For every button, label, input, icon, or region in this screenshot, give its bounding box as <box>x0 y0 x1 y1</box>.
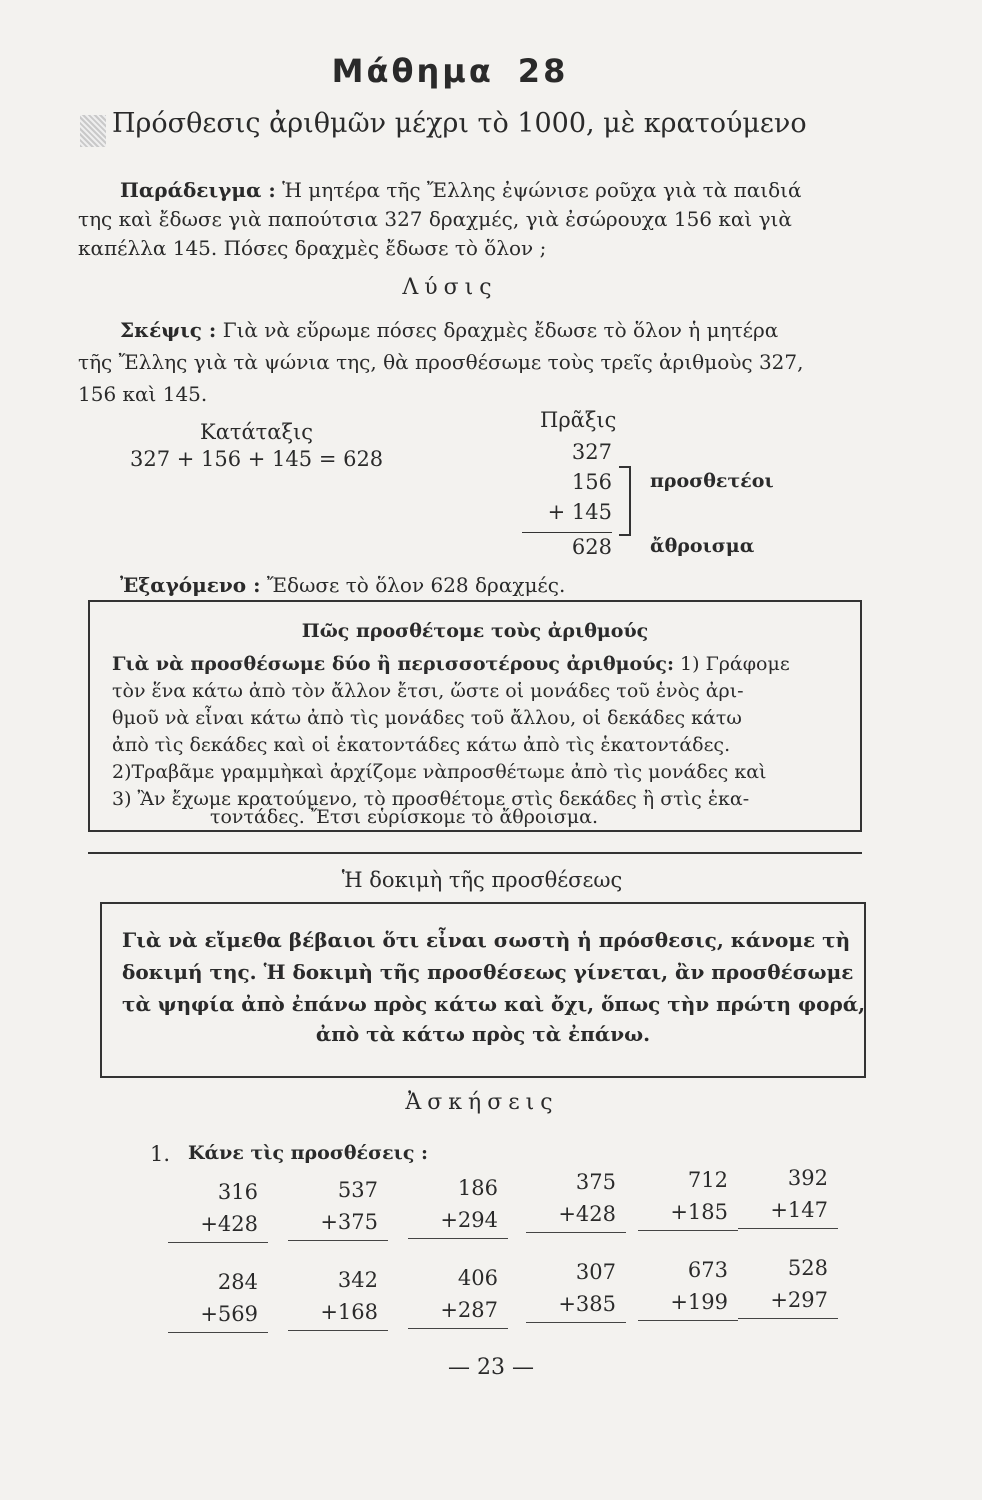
addend-3: + 145 <box>547 500 612 524</box>
exercise-instruction: Κάνε τὶς προσθέσεις : <box>188 1142 429 1164</box>
exercise-line <box>168 1332 268 1333</box>
arrangement-expression: 327 + 156 + 145 = 628 <box>130 447 384 471</box>
example-line-3: καπέλλα 145. Πόσες δραχμὲς ἔδωσε τὸ ὅλον ; <box>78 236 547 260</box>
exercise-bottom: +428 <box>200 1212 258 1236</box>
thought-line-3: 156 καὶ 145. <box>78 382 208 406</box>
rule-line-7: τοντάδες. Ἔτσι εὑρίσκομε τὸ ἄθροισμα. <box>209 806 598 828</box>
rule-line-6: 3) Ἂν ἔχωμε κρατούμενο, τὸ προσθέτομε στὶς δεκάδες ἢ στὶς ἑκα- <box>112 788 750 810</box>
exercise-top: 307 <box>575 1260 616 1284</box>
exercise-number: 1. <box>150 1142 171 1166</box>
rule-line-5: 2)Τραβᾶμε γραμμὴκαὶ ἀρχίζομε νὰπροσθέτωμε ἀπὸ τὶς μονάδες καὶ <box>112 761 767 783</box>
test-line-3: τὰ ψηφία ἀπὸ ἐπάνω πρὸς κάτω καὶ ὄχι, ὅπως τὴν πρώτη φορά, <box>122 992 866 1016</box>
exercise-line <box>288 1240 388 1241</box>
exercise-line <box>738 1228 838 1229</box>
result-label: Ἐξαγόμενο : <box>120 573 261 597</box>
exercise-row-1 <box>168 1166 838 1266</box>
print-mark <box>80 115 106 147</box>
test-line-1: Γιὰ νὰ εἴμεθα βέβαιοι ὅτι εἶναι σωστὴ ἡ πρόσθεσις, κάνομε τὴ <box>122 928 851 952</box>
addends-brace <box>619 466 631 536</box>
test-heading: Ἡ δοκιμὴ τῆς προσθέσεως <box>341 868 623 892</box>
thought-text-1: Γιὰ νὰ εὕρωμε πόσες δραχμὲς ἔδωσε τὸ ὅλον ἡ μητέρα <box>222 318 779 342</box>
exercises-heading: Ἀσκήσεις <box>405 1090 559 1115</box>
exercise-bottom: +147 <box>770 1198 828 1222</box>
exercise-line <box>526 1232 626 1233</box>
sum-line <box>522 532 612 533</box>
rule-lead: Γιὰ νὰ προσθέσωμε δύο ἢ περισσοτέρους ἀριθμούς: <box>112 653 674 675</box>
thought-line-2: τῆς Ἔλλης γιὰ τὰ ψώνια της, θὰ προσθέσωμε τοὺς τρεῖς ἀριθμοὺς 327, <box>78 350 804 374</box>
exercise-top: 712 <box>687 1168 728 1192</box>
rule-line-2: τὸν ἕνα κάτω ἀπὸ τὸν ἄλλον ἔτσι, ὥστε οἱ μονάδες τοῦ ἑνὸς ἀρι- <box>112 680 744 702</box>
addend-2: 156 <box>571 470 612 494</box>
sum-value: 628 <box>571 535 612 559</box>
exercise-top: 406 <box>457 1266 498 1290</box>
exercise-bottom: +287 <box>440 1298 498 1322</box>
exercise-top: 673 <box>687 1258 728 1282</box>
result-line <box>120 573 565 597</box>
thought-line-1 <box>120 318 778 342</box>
example-line-1 <box>120 178 802 202</box>
separator-2 <box>88 852 862 854</box>
exercise-top: 342 <box>337 1268 378 1292</box>
exercise-line <box>638 1230 738 1231</box>
operation-heading: Πρᾶξις <box>540 408 617 432</box>
exercise-line <box>638 1320 738 1321</box>
solution-heading: Λύσις <box>402 275 498 300</box>
exercise-top: 537 <box>337 1178 378 1202</box>
exercise-line <box>526 1322 626 1323</box>
exercise-line <box>408 1238 508 1239</box>
lesson-subtitle: Πρόσθεσις ἀριθμῶν μέχρι τὸ 1000, μὲ κρατούμενο <box>112 108 807 139</box>
exercise-top: 284 <box>217 1270 258 1294</box>
thought-label: Σκέψις : <box>120 318 217 342</box>
exercise-line <box>168 1242 268 1243</box>
exercise-top: 316 <box>217 1180 258 1204</box>
test-line-2: δοκιμή της. Ἡ δοκιμὴ τῆς προσθέσεως γίνεται, ἂν προσθέσωμε <box>122 960 854 984</box>
lesson-number: 28 <box>517 52 569 90</box>
result-text: Ἔδωσε τὸ ὅλον 628 δραχμές. <box>266 573 566 597</box>
rule-text-1: 1) Γράφομε <box>680 653 790 675</box>
lesson-title <box>0 52 900 90</box>
exercise-bottom: +297 <box>770 1288 828 1312</box>
rule-box-heading: Πῶς προσθέτομε τοὺς ἀριθμούς <box>301 620 649 642</box>
addend-1: 327 <box>571 440 612 464</box>
exercise-line <box>408 1328 508 1329</box>
rule-line-3: θμοῦ νὰ εἶναι κάτω ἀπὸ τὶς μονάδες τοῦ ἄλλου, οἱ δεκάδες κάτω <box>112 707 742 729</box>
exercise-top: 392 <box>787 1166 828 1190</box>
exercise-top: 375 <box>575 1170 616 1194</box>
exercise-top: 528 <box>787 1256 828 1280</box>
example-label: Παράδειγμα : <box>120 178 276 202</box>
sum-label: ἄθροισμα <box>650 535 755 557</box>
exercise-line <box>738 1318 838 1319</box>
exercise-bottom: +185 <box>670 1200 728 1224</box>
exercise-bottom: +375 <box>320 1210 378 1234</box>
example-text-1: Ἡ μητέρα τῆς Ἔλλης ἐψώνισε ροῦχα γιὰ τὰ παιδιά <box>282 178 802 202</box>
exercise-top: 186 <box>457 1176 498 1200</box>
rule-line-4: ἀπὸ τὶς δεκάδες καὶ οἱ ἑκατοντάδες κάτω ἀπὸ τὶς ἑκατοντάδες. <box>112 734 731 756</box>
arrangement-heading: Κατάταξις <box>200 420 314 444</box>
exercise-bottom: +569 <box>200 1302 258 1326</box>
exercise-bottom: +294 <box>440 1208 498 1232</box>
addends-label: προσθετέοι <box>650 470 774 492</box>
exercise-line <box>288 1330 388 1331</box>
exercise-bottom: +385 <box>558 1292 616 1316</box>
test-line-4: ἀπὸ τὰ κάτω πρὸς τὰ ἐπάνω. <box>315 1022 651 1046</box>
page-number: — 23 — <box>448 1355 534 1380</box>
exercise-bottom: +428 <box>558 1202 616 1226</box>
lesson-word: Μάθημα <box>331 52 494 90</box>
example-line-2: της καὶ ἔδωσε γιὰ παπούτσια 327 δραχμές, γιὰ ἐσώρουχα 156 καὶ γιὰ <box>78 207 792 231</box>
exercise-row-2 <box>168 1256 838 1356</box>
exercise-bottom: +168 <box>320 1300 378 1324</box>
rule-line-1 <box>112 653 790 675</box>
exercise-bottom: +199 <box>670 1290 728 1314</box>
